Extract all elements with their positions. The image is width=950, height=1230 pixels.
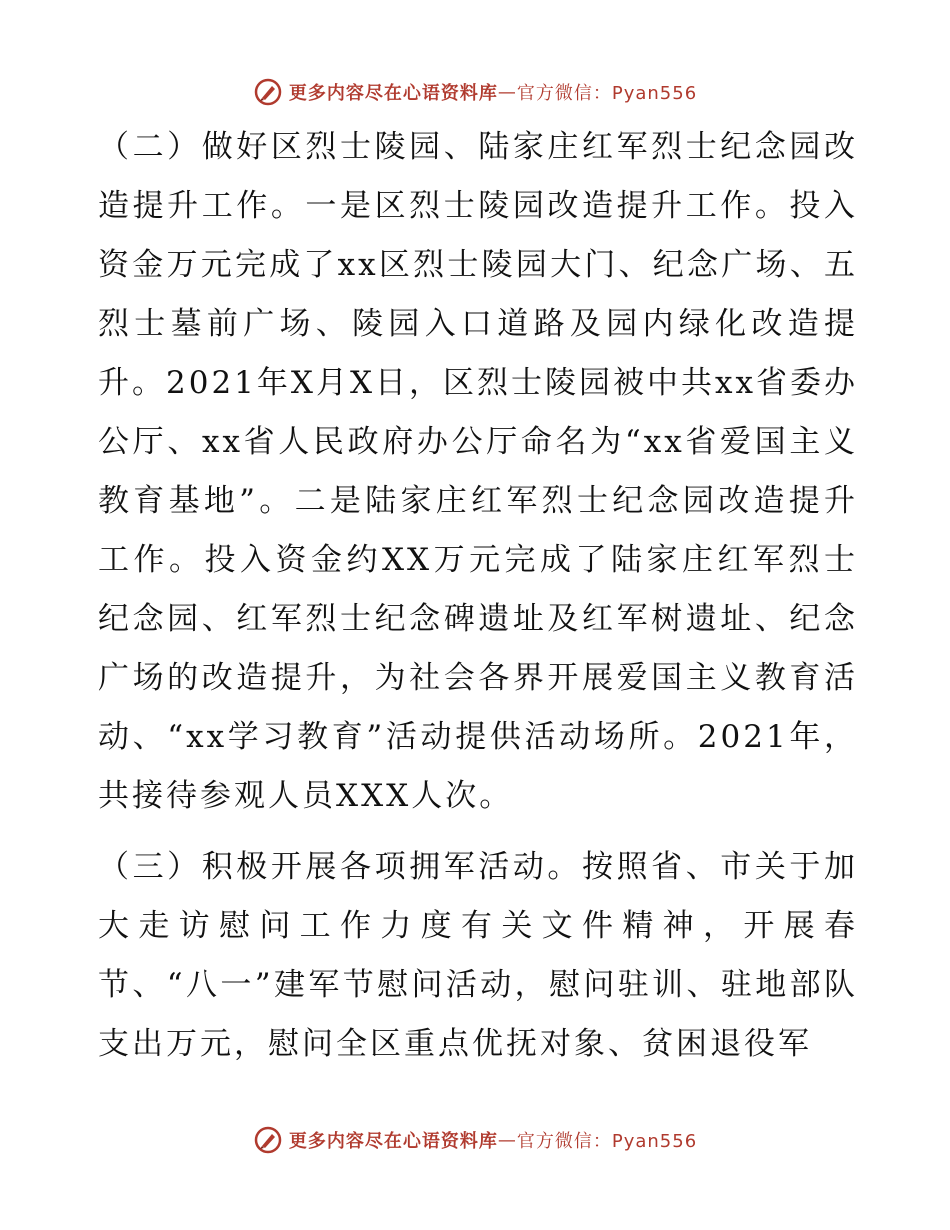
paragraph-section-2: （二）做好区烈士陵园、陆家庄红军烈士纪念园改造提升工作。一是区烈士陵园改造提升工作。投入资金万元完成了xx区烈士陵园大门、纪念广场、五烈士墓前广场、陵园入口道路及园内绿化改造提升。2021年X月X日，区烈士陵园被中共xx省委办公厅、xx省人民政府办公厅命名为“xx省爱国主义教育基地”。二是陆家庄红军烈士纪念园改造提升工作。投入资金约XX万元完成了陆家庄红军烈士纪念园、红军烈士纪念碑遗址及红军树遗址、纪念广场的改造提升，为社会各界开展爱国主义教育活动、“xx学习教育”活动提供活动场所。2021年，共接待参观人员XXX人次。	[98, 129, 858, 814]
watermark-contact: 官方微信：Pyan556	[516, 83, 698, 104]
header-watermark-banner	[0, 72, 950, 112]
watermark-dash: —	[497, 81, 517, 103]
watermark-contact: 官方微信：Pyan556	[516, 1131, 698, 1152]
document-body	[98, 118, 858, 1074]
watermark-text: 更多内容尽在心语资料库	[288, 1131, 498, 1152]
watermark-text: 更多内容尽在心语资料库	[288, 83, 498, 104]
pen-nib-logo-icon	[253, 77, 283, 107]
watermark-dash: —	[497, 1129, 517, 1151]
pen-nib-logo-icon	[253, 1125, 283, 1155]
footer-watermark-banner	[0, 1120, 950, 1160]
paragraph-section-3: （三）积极开展各项拥军活动。按照省、市关于加大走访慰问工作力度有关文件精神，开展春节、“八一”建军节慰问活动，慰问驻训、驻地部队支出万元，慰问全区重点优抚对象、贫困退役军	[98, 849, 858, 1062]
